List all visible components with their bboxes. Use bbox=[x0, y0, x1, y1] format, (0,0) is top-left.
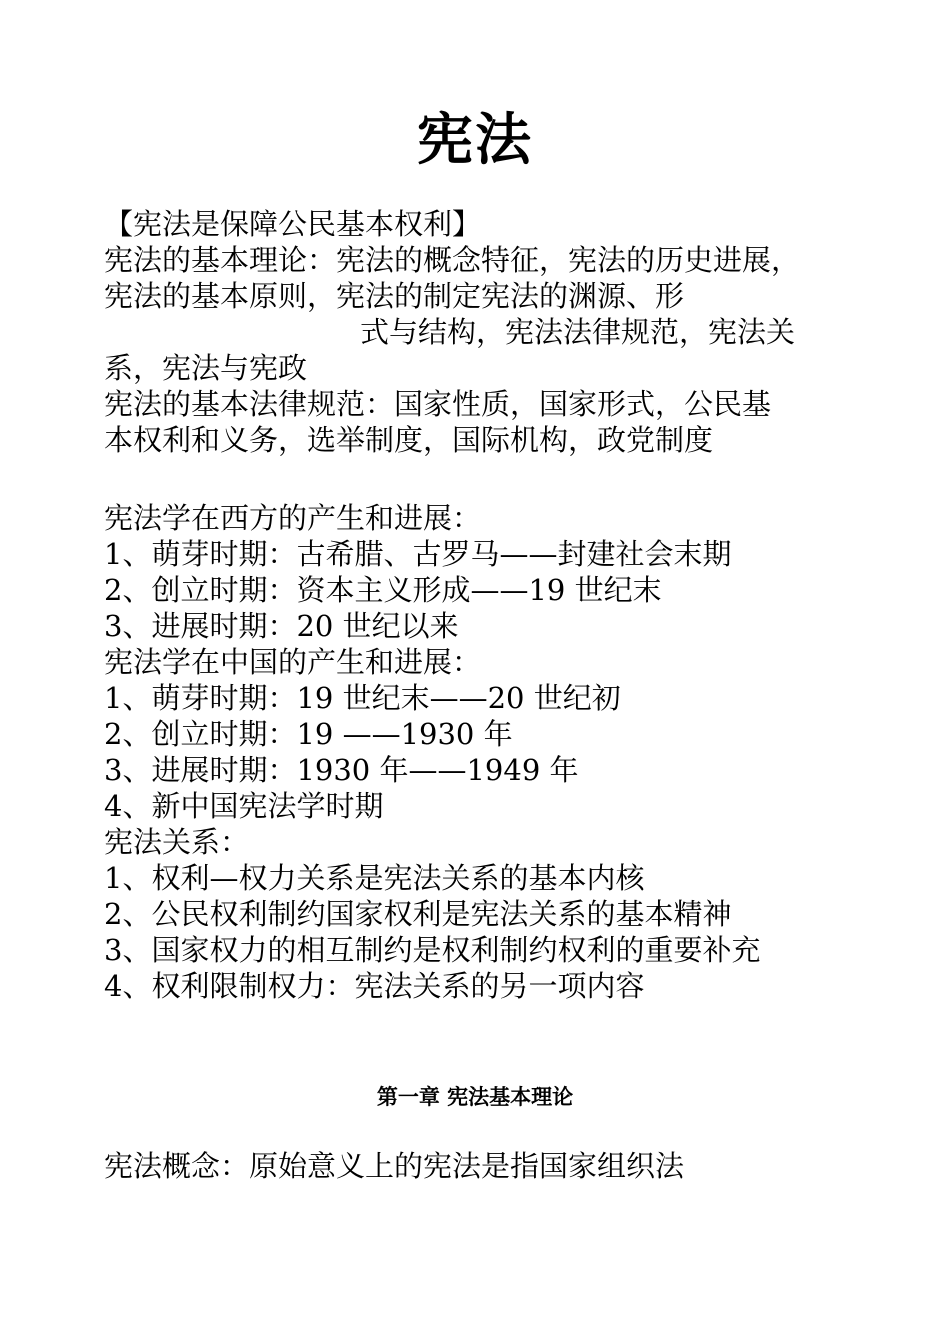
body-line: 本权利和义务，选举制度，国际机构，政党制度 bbox=[104, 423, 714, 457]
body-line-subtitle: 【宪法是保障公民基本权利】 bbox=[104, 207, 482, 241]
west-heading: 宪法学在西方的产生和进展： bbox=[104, 501, 482, 535]
list-item: 3、进展时期：20 世纪以来 bbox=[104, 609, 459, 643]
body-line: 式与结构，宪法法律规范，宪法关 bbox=[360, 315, 796, 349]
list-item: 2、公民权利制约国家权利是宪法关系的基本精神 bbox=[104, 897, 732, 931]
relation-heading: 宪法关系： bbox=[104, 825, 250, 859]
body-line: 宪法的基本理论：宪法的概念特征，宪法的历史进展， bbox=[104, 243, 801, 277]
body-line: 宪法的基本法律规范：国家性质，国家形式，公民基 bbox=[104, 387, 772, 421]
list-item: 4、新中国宪法学时期 bbox=[104, 789, 384, 823]
document-title: 宪法 bbox=[417, 107, 533, 173]
list-item: 1、权利—权力关系是宪法关系的基本内核 bbox=[104, 861, 645, 895]
body-line: 宪法的基本原则，宪法的制定宪法的渊源、形 bbox=[104, 279, 685, 313]
list-item: 2、创立时期：19 ——1930 年 bbox=[104, 717, 513, 751]
chapter-heading: 第一章 宪法基本理论 bbox=[376, 1084, 574, 1109]
list-item: 2、创立时期：资本主义形成——19 世纪末 bbox=[104, 573, 662, 607]
list-item: 4、权利限制权力：宪法关系的另一项内容 bbox=[104, 969, 645, 1003]
body-line: 系，宪法与宪政 bbox=[104, 351, 308, 385]
list-item: 1、萌芽时期：古希腊、古罗马——封建社会末期 bbox=[104, 537, 732, 571]
document-body bbox=[104, 206, 864, 1004]
blank-line bbox=[104, 458, 864, 500]
list-item: 3、国家权力的相互制约是权利制约权利的重要补充 bbox=[104, 933, 761, 967]
list-item: 3、进展时期：1930 年——1949 年 bbox=[104, 753, 579, 787]
china-heading: 宪法学在中国的产生和进展： bbox=[104, 645, 482, 679]
list-item: 1、萌芽时期：19 世纪末——20 世纪初 bbox=[104, 681, 621, 715]
concept-line: 宪法概念：原始意义上的宪法是指国家组织法 bbox=[104, 1149, 685, 1183]
